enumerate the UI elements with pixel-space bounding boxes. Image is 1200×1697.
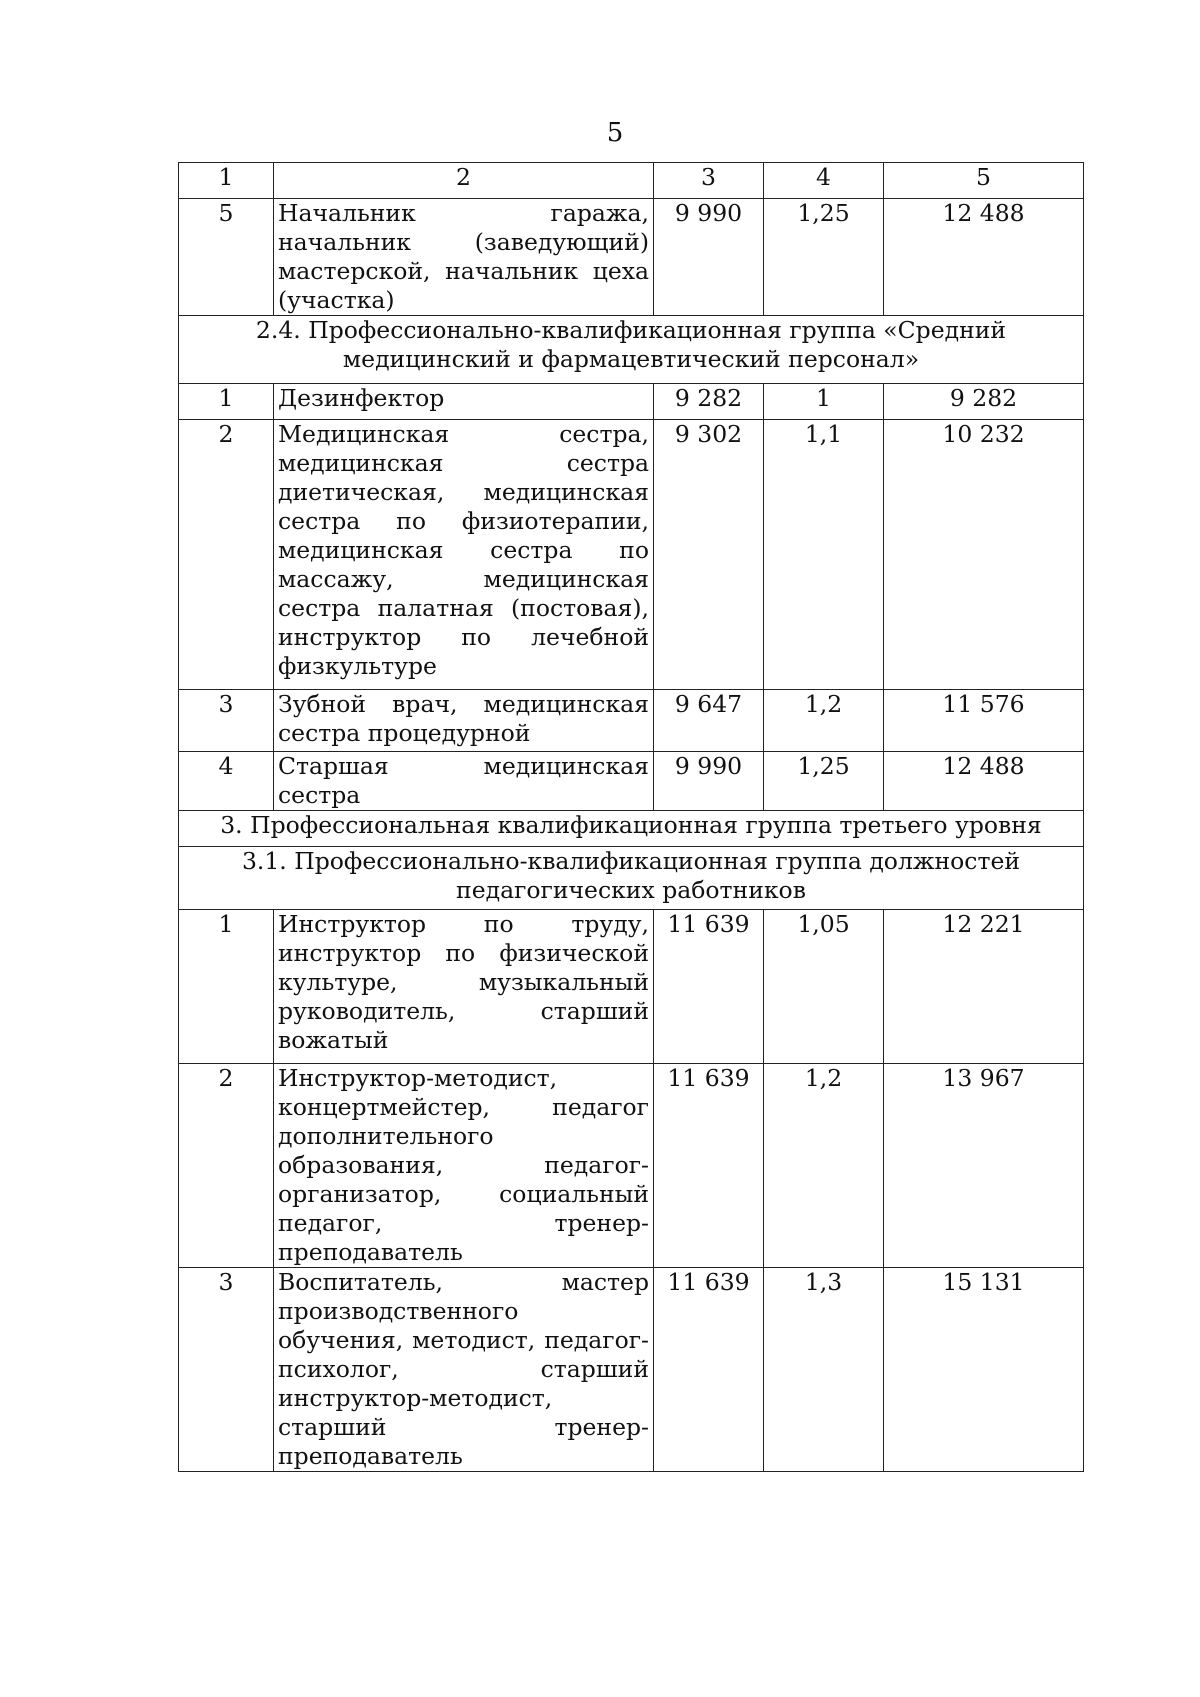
total-salary: 15 131 — [884, 1268, 1084, 1472]
section-row — [179, 847, 1084, 910]
page-number: 5 — [606, 118, 624, 148]
total-salary: 12 221 — [884, 910, 1084, 1064]
table-row — [179, 420, 1084, 690]
position-name: Воспитатель, мастер производственного обучения, методист, педагог-психолог, старший инструктор-методист, старший тренер-преподаватель — [274, 1268, 654, 1472]
coefficient: 1,2 — [764, 690, 884, 752]
base-salary: 9 990 — [654, 752, 764, 811]
total-salary: 13 967 — [884, 1064, 1084, 1268]
table-row — [179, 384, 1084, 420]
position-name: Медицинская сестра, медицинская сестра диетическая, медицинская сестра по физиотерапии, медицинская сестра по массажу, медицинская сестра палатная (постовая), инструктор по лечебной физкультуре — [274, 420, 654, 690]
header-cell: 3 — [654, 163, 764, 199]
row-number: 2 — [179, 420, 274, 690]
base-salary: 9 990 — [654, 199, 764, 316]
table-row — [179, 199, 1084, 316]
total-salary: 12 488 — [884, 199, 1084, 316]
coefficient: 1,25 — [764, 199, 884, 316]
total-salary: 10 232 — [884, 420, 1084, 690]
header-cell: 4 — [764, 163, 884, 199]
row-number: 3 — [179, 1268, 274, 1472]
base-salary: 9 282 — [654, 384, 764, 420]
header-cell: 2 — [274, 163, 654, 199]
header-cell: 1 — [179, 163, 274, 199]
coefficient: 1,25 — [764, 752, 884, 811]
row-number: 4 — [179, 752, 274, 811]
position-name: Инструктор по труду, инструктор по физической культуре, музыкальный руководитель, старший вожатый — [274, 910, 654, 1064]
position-name: Зубной врач, медицинская сестра процедурной — [274, 690, 654, 752]
table-row — [179, 690, 1084, 752]
row-number: 2 — [179, 1064, 274, 1268]
salary-table — [178, 162, 1084, 1472]
header-cell: 5 — [884, 163, 1084, 199]
table-row — [179, 752, 1084, 811]
section-row — [179, 316, 1084, 384]
row-number: 1 — [179, 384, 274, 420]
coefficient: 1,1 — [764, 420, 884, 690]
coefficient: 1 — [764, 384, 884, 420]
base-salary: 11 639 — [654, 910, 764, 1064]
total-salary: 11 576 — [884, 690, 1084, 752]
table-row — [179, 1268, 1084, 1472]
base-salary: 9 302 — [654, 420, 764, 690]
base-salary: 11 639 — [654, 1268, 764, 1472]
total-salary: 9 282 — [884, 384, 1084, 420]
coefficient: 1,05 — [764, 910, 884, 1064]
base-salary: 11 639 — [654, 1064, 764, 1268]
row-number: 1 — [179, 910, 274, 1064]
total-salary: 12 488 — [884, 752, 1084, 811]
position-name: Инструктор-методист, концертмейстер, педагог дополнительного образования, педагог-организатор, социальный педагог, тренер-преподаватель — [274, 1064, 654, 1268]
coefficient: 1,3 — [764, 1268, 884, 1472]
row-number: 5 — [179, 199, 274, 316]
table-row — [179, 910, 1084, 1064]
position-name: Дезинфектор — [274, 384, 654, 420]
base-salary: 9 647 — [654, 690, 764, 752]
position-name: Старшая медицинская сестра — [274, 752, 654, 811]
section-title: 3.1. Профессионально-квалификационная группа должностей педагогических работников — [179, 847, 1084, 910]
table-header-row — [179, 163, 1084, 199]
coefficient: 1,2 — [764, 1064, 884, 1268]
row-number: 3 — [179, 690, 274, 752]
section-title: 3. Профессиональная квалификационная группа третьего уровня — [179, 811, 1084, 847]
position-name: Начальник гаража, начальник (заведующий) мастерской, начальник цеха (участка) — [274, 199, 654, 316]
section-row — [179, 811, 1084, 847]
section-title: 2.4. Профессионально-квалификационная группа «Средний медицинский и фармацевтический персонал» — [179, 316, 1084, 384]
table-row — [179, 1064, 1084, 1268]
